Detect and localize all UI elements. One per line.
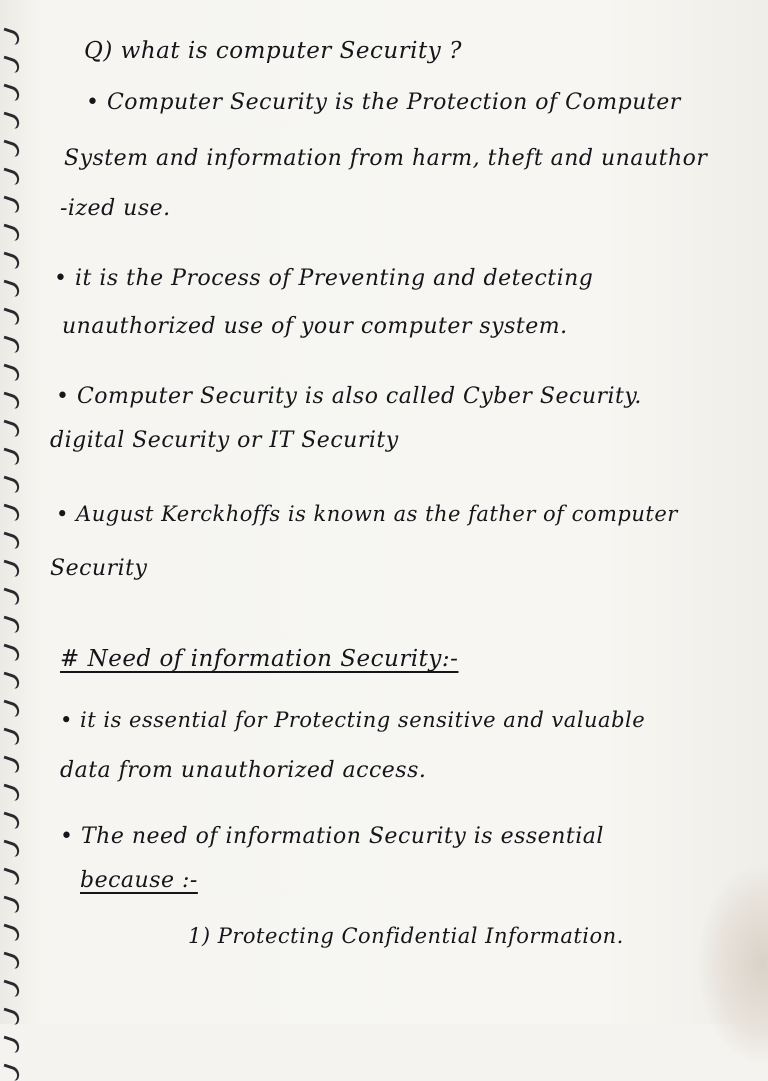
notebook-spiral-binding: [0, 30, 26, 1020]
intro-line-1: • Computer Security is the Protection of Computer: [86, 90, 681, 115]
bullet-2-line-1: • Computer Security is also called Cyber Security.: [56, 384, 642, 409]
intro-line-2: System and information from harm, theft and unauthor: [64, 146, 708, 171]
question-heading: Q) what is computer Security ?: [84, 38, 462, 64]
section-bullet-2-line-2: because :-: [80, 868, 198, 893]
list-item-1: 1) Protecting Confidential Information.: [188, 924, 624, 948]
section-heading: # Need of information Security:-: [60, 646, 459, 672]
intro-line-3: -ized use.: [60, 196, 171, 221]
section-bullet-2-line-1: • The need of information Security is essential: [60, 824, 604, 849]
section-bullet-1-line-2: data from unauthorized access.: [60, 758, 427, 783]
bullet-2-line-2: digital Security or IT Security: [50, 428, 399, 453]
page-shadow: [698, 864, 768, 1064]
bullet-3-line-2: Security: [50, 556, 148, 581]
section-bullet-1-line-1: • it is essential for Protecting sensitive and valuable: [60, 708, 646, 732]
bullet-3-line-1: • August Kerckhoffs is known as the father of computer: [56, 502, 678, 526]
bullet-1-line-1: • it is the Process of Preventing and detecting: [54, 266, 594, 291]
bullet-1-line-2: unauthorized use of your computer system.: [62, 314, 568, 339]
